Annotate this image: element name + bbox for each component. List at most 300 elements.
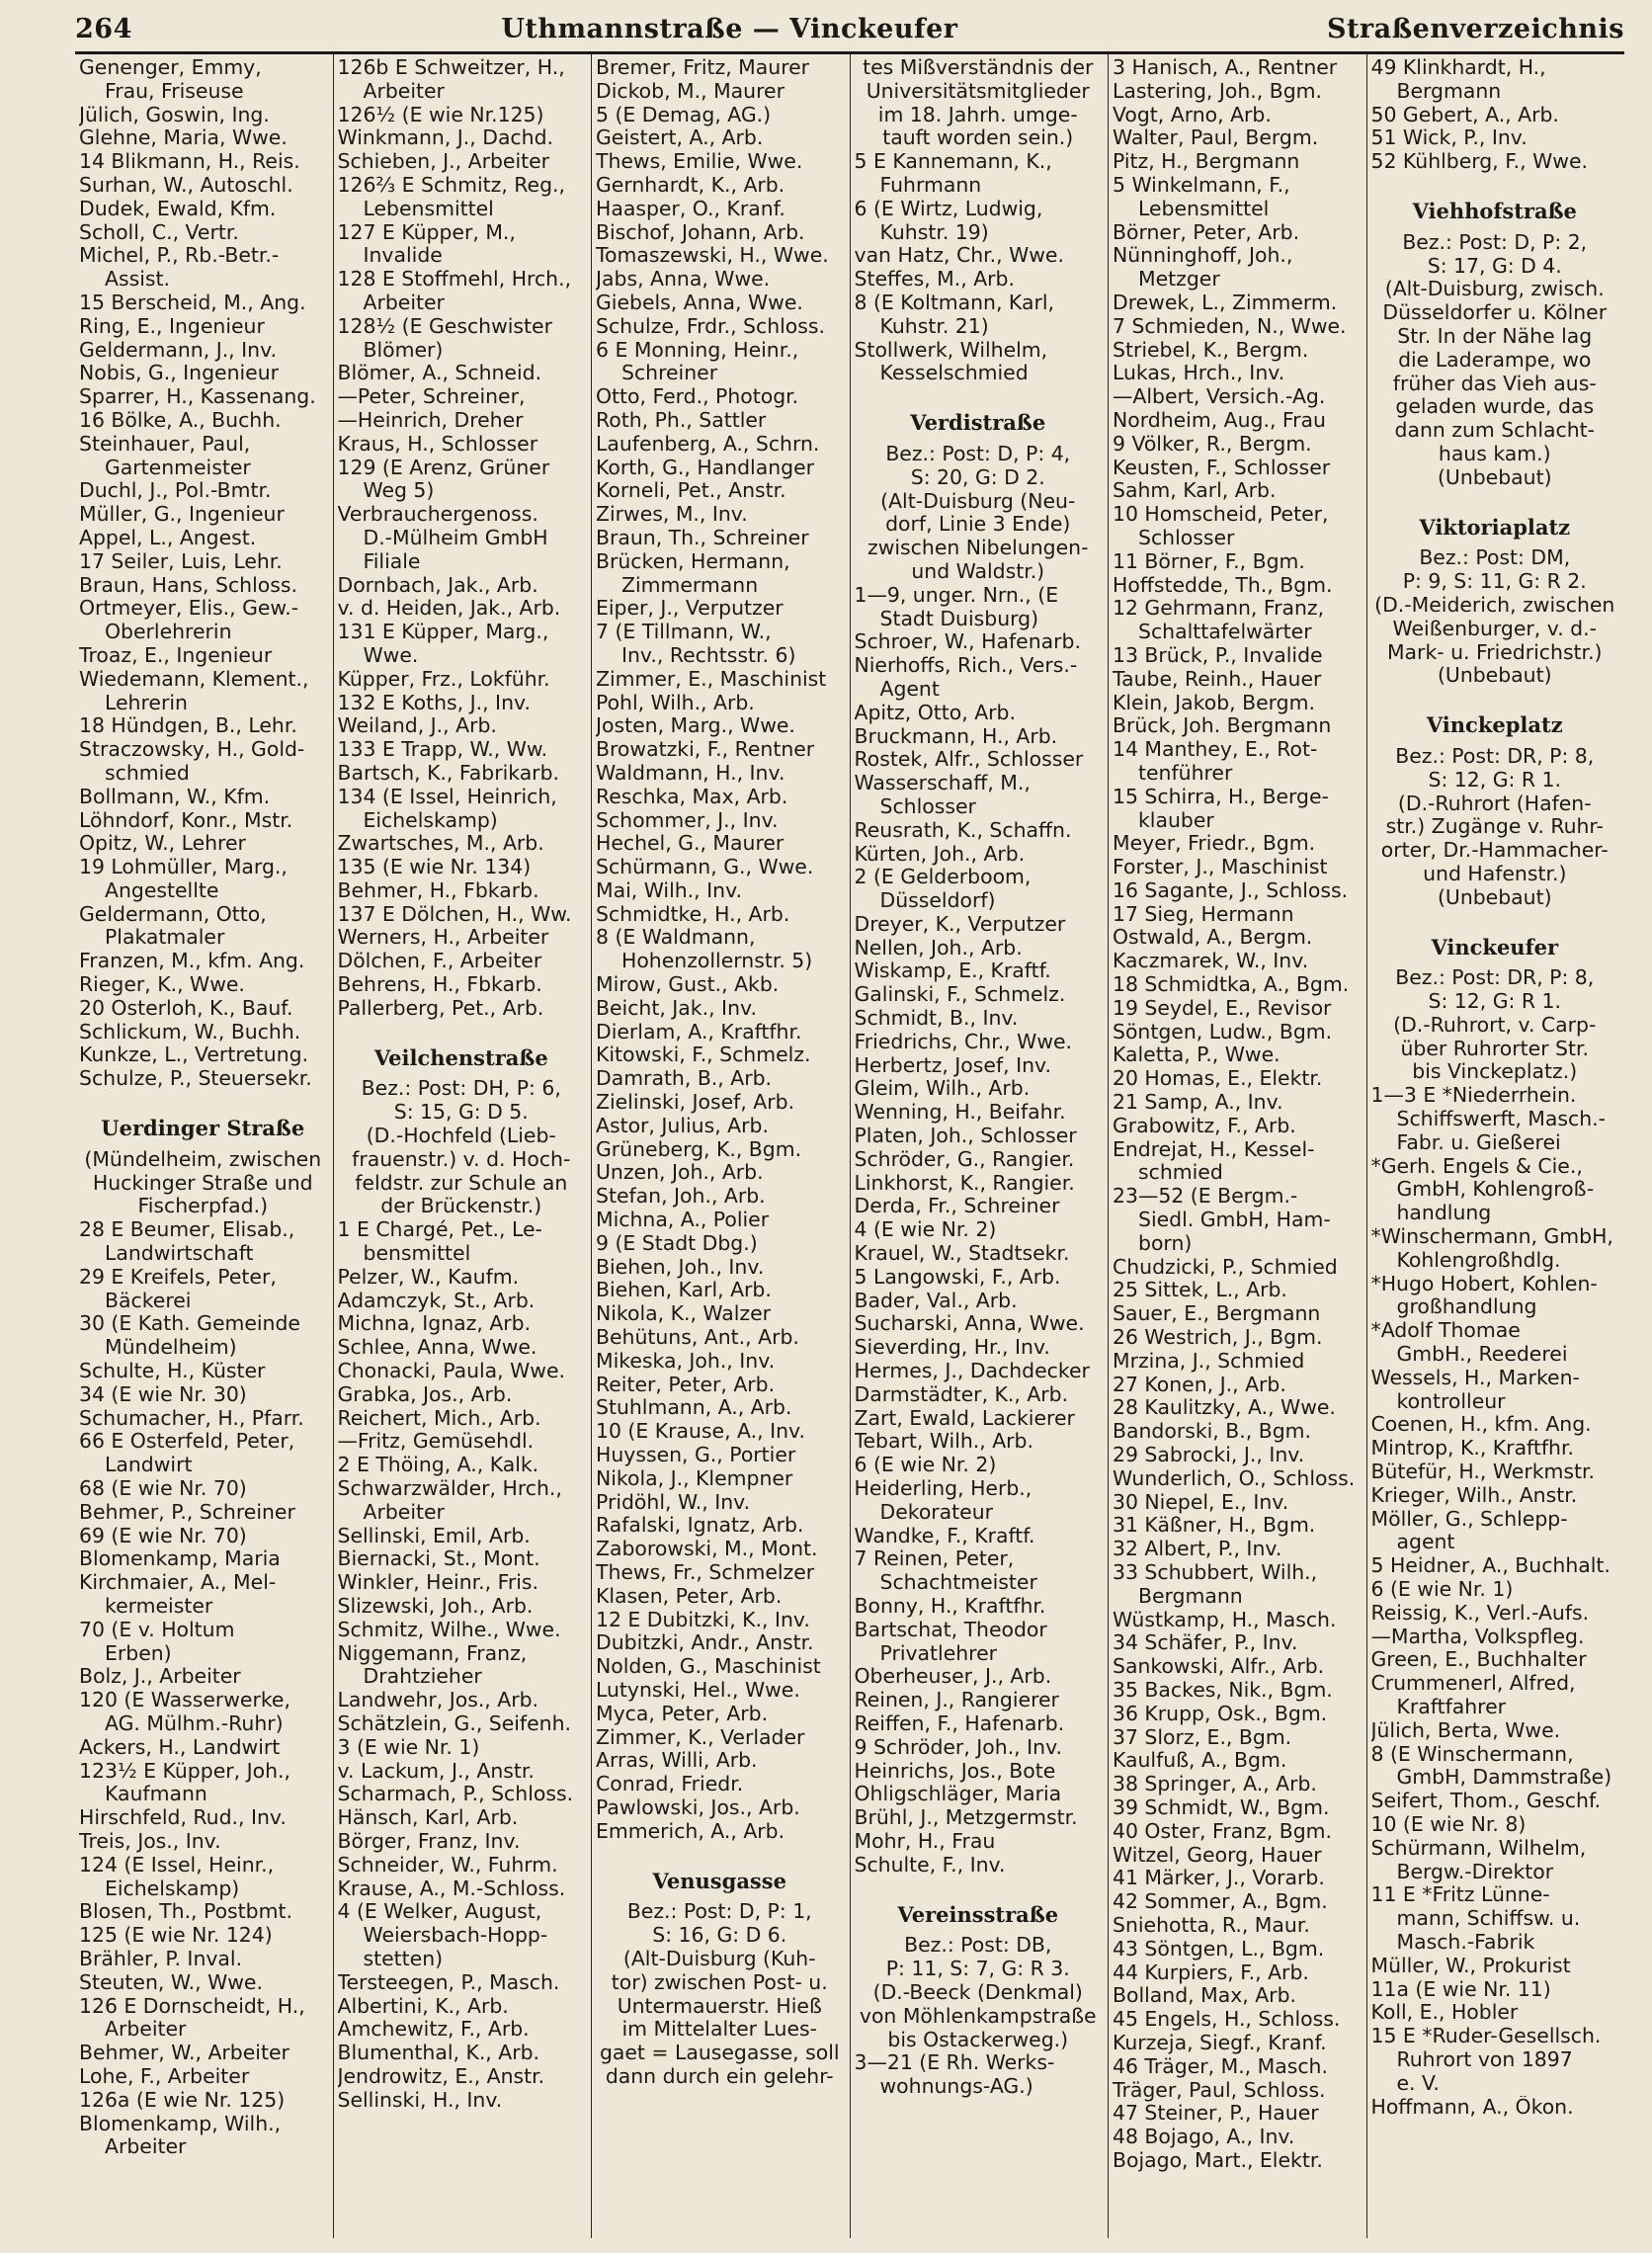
directory-entry: 133 E Trapp, W., Ww. xyxy=(337,738,548,762)
directory-entry: Bischof, Johann, Arb. xyxy=(596,220,805,244)
directory-entry: Bojago, Mart., Elektr. xyxy=(1113,2148,1323,2172)
directory-entry: Bremer, Fritz, Maurer xyxy=(596,56,810,79)
directory-entry: Blumenthal, K., Arb. xyxy=(337,2042,540,2065)
directory-entry: Stefan, Joh., Arb. xyxy=(596,1185,766,1209)
directory-entry: handlung xyxy=(1396,1202,1492,1225)
directory-entry: Kaletta, P., Wwe. xyxy=(1113,1043,1280,1067)
street-description-line: dann zum Schlacht- xyxy=(1394,419,1595,443)
directory-entry: Darmstädter, K., Arb. xyxy=(854,1382,1069,1406)
directory-entry: Nünninghoff, Joh., xyxy=(1113,244,1293,268)
directory-entry: Weiersbach-Hopp- xyxy=(363,1924,548,1948)
street-description-line: Huckinger Straße und xyxy=(92,1171,313,1195)
directory-entry: Arbeiter xyxy=(105,2018,187,2042)
directory-entry: Otto, Ferd., Photogr. xyxy=(596,385,799,409)
directory-entry: 128 E Stoffmehl, Hrch., xyxy=(337,268,572,292)
directory-entry: 23—52 (E Bergm.- xyxy=(1113,1185,1298,1209)
directory-entry: Thews, Fr., Schmelzer xyxy=(596,1561,815,1584)
directory-entry: Michna, Ignaz, Arb. xyxy=(337,1312,532,1336)
directory-entry: Eichelskamp) xyxy=(105,1877,240,1900)
directory-entry: 7 (E Tillmann, W., xyxy=(596,621,772,644)
street-description-line: dorf, Linie 3 Ende) xyxy=(885,513,1071,537)
directory-entry: 3 (E wie Nr. 1) xyxy=(337,1735,480,1759)
street-description-line: S: 20, G: D 2. xyxy=(910,465,1045,489)
directory-entry: Winkler, Heinr., Fris. xyxy=(337,1571,538,1595)
column-3 xyxy=(592,54,851,2238)
directory-entry: Wasserschaff, M., xyxy=(854,772,1031,795)
directory-entry: Zirwes, M., Inv. xyxy=(596,503,748,527)
directory-entry: *Adolf Thomae xyxy=(1370,1319,1521,1343)
directory-entry: 129 (E Arenz, Grüner xyxy=(337,456,550,479)
directory-entry: Unzen, Joh., Arb. xyxy=(596,1161,764,1185)
directory-entry: Korneli, Pet., Anstr. xyxy=(596,479,786,503)
directory-entry: Lutynski, Hel., Wwe. xyxy=(596,1678,800,1702)
directory-entry: Zwartsches, M., Arb. xyxy=(337,832,544,856)
directory-entry: Emmerich, A., Arb. xyxy=(596,1819,785,1843)
directory-entry: Albertini, K., Arb. xyxy=(337,1994,509,2018)
directory-entry: —Albert, Versich.-Ag. xyxy=(1113,385,1326,409)
directory-entry: Amchewitz, F., Arb. xyxy=(337,2018,530,2042)
directory-entry: Werners, H., Arbeiter xyxy=(337,926,549,950)
street-description-line: Bez.: Post: D, P: 1, xyxy=(626,1900,812,1924)
directory-entry: GmbH, Kohlengroß- xyxy=(1396,1178,1595,1202)
directory-entry: kontrolleur xyxy=(1396,1389,1506,1413)
directory-entry: 39 Schmidt, W., Bgm. xyxy=(1113,1795,1330,1819)
directory-entry: Braun, Hans, Schloss. xyxy=(79,573,297,597)
directory-entry: 44 Kurpiers, F., Arb. xyxy=(1113,1961,1309,1984)
directory-entry: Behmer, P., Schreiner xyxy=(79,1500,295,1524)
street-heading: Viehhofstraße xyxy=(1412,198,1577,223)
street-description-line: (Unbebaut) xyxy=(1437,465,1552,489)
directory-entry: 30 (E Kath. Gemeinde xyxy=(79,1312,300,1336)
street-description-line: Mark- u. Friedrichstr.) xyxy=(1386,640,1603,664)
directory-entry: 5 Winkelmann, F., xyxy=(1113,173,1290,197)
directory-entry: Dornbach, Jak., Arb. xyxy=(337,573,538,597)
directory-entry: Müller, W., Prokurist xyxy=(1370,1954,1571,1977)
column-5 xyxy=(1109,54,1367,2238)
directory-entry: Mohr, H., Frau xyxy=(854,1829,996,1853)
street-description-line: im Mittelalter Lues- xyxy=(621,2018,817,2042)
directory-entry: Reiter, Peter, Arb. xyxy=(596,1373,776,1396)
directory-entry: Waldmann, H., Inv. xyxy=(596,761,785,785)
directory-entry: 126b E Schweitzer, H., xyxy=(337,56,565,79)
directory-entry: Lohe, F., Arbeiter xyxy=(79,2064,250,2088)
columns xyxy=(75,54,1624,2238)
directory-entry: Zimmer, K., Verlader xyxy=(596,1725,805,1749)
street-description-line: orter, Dr.-Hammacher- xyxy=(1380,839,1609,863)
directory-entry: Kürten, Joh., Arb. xyxy=(854,842,1026,866)
directory-entry: Mrzina, J., Schmied xyxy=(1113,1349,1305,1373)
directory-entry: Kraftfahrer xyxy=(1396,1696,1507,1718)
directory-entry: Jendrowitz, E., Anstr. xyxy=(337,2064,545,2088)
directory-entry: 9 Völker, R., Bergm. xyxy=(1113,432,1312,456)
street-description-line: und Hafenstr.) xyxy=(1423,862,1567,885)
directory-entry: Eiper, J., Verputzer xyxy=(596,597,784,621)
directory-entry: Zart, Ewald, Lackierer xyxy=(854,1406,1075,1430)
directory-entry: Arras, Willi, Arb. xyxy=(596,1749,758,1773)
directory-entry: Treis, Jos., Inv. xyxy=(79,1829,221,1853)
directory-entry: Drewek, L., Zimmerm. xyxy=(1113,291,1338,314)
directory-entry: 47 Steiner, P., Hauer xyxy=(1113,2102,1319,2126)
directory-entry: 50 Gebert, A., Arb. xyxy=(1370,103,1559,126)
directory-entry: Green, E., Buchhalter xyxy=(1370,1648,1587,1672)
directory-entry: Sellinski, Emil, Arb. xyxy=(337,1524,531,1547)
street-description-line: von Möhlenkampstraße xyxy=(859,2004,1097,2028)
directory-entry: Stuhlmann, A., Arb. xyxy=(596,1396,792,1420)
directory-entry: 1—3 E *Niederrhein. xyxy=(1370,1084,1577,1108)
directory-entry: Geldermann, Otto, xyxy=(79,902,267,926)
directory-entry: Jülich, Berta, Wwe. xyxy=(1370,1718,1561,1742)
directory-entry: 5 Langowski, F., Arb. xyxy=(854,1265,1061,1289)
directory-entry: 48 Bojago, A., Inv. xyxy=(1113,2126,1295,2149)
column-2 xyxy=(334,54,593,2238)
directory-entry: Chonacki, Paula, Wwe. xyxy=(337,1360,565,1383)
directory-entry: Bartschat, Theodor xyxy=(854,1618,1047,1641)
directory-entry: Nolden, G., Maschinist xyxy=(596,1655,821,1679)
directory-entry: Blömer, A., Schneid. xyxy=(337,362,542,385)
street-description-line: im 18. Jahrh. umge- xyxy=(877,103,1078,126)
directory-entry: 34 (E wie Nr. 30) xyxy=(79,1382,247,1406)
street-description-line: Bez.: Post: DB, xyxy=(904,1934,1052,1958)
directory-entry: 9 Schröder, Joh., Inv. xyxy=(854,1735,1063,1759)
directory-entry: Schachtmeister xyxy=(879,1571,1037,1595)
directory-entry: Laufenberg, A., Schrn. xyxy=(596,432,820,456)
directory-entry: 10 (E Krause, A., Inv. xyxy=(596,1420,805,1444)
directory-entry: Platen, Joh., Schlosser xyxy=(854,1125,1077,1148)
directory-entry: Straczowsky, H., Gold- xyxy=(79,738,305,762)
directory-entry: Wunderlich, O., Schloss. xyxy=(1113,1466,1356,1490)
directory-entry: Wenning, H., Beifahr. xyxy=(854,1101,1066,1125)
directory-entry: 7 Reinen, Peter, xyxy=(854,1547,1015,1571)
directory-entry: Wandke, F., Kraftf. xyxy=(854,1524,1035,1547)
directory-entry: 8 (E Winschermann, xyxy=(1370,1742,1574,1766)
directory-entry: Schroer, W., Hafenarb. xyxy=(854,630,1081,654)
directory-entry: Nikola, K., Walzer xyxy=(596,1302,772,1326)
directory-entry: 134 (E Issel, Heinrich, xyxy=(337,785,557,808)
directory-entry: 4 (E wie Nr. 2) xyxy=(854,1218,997,1242)
street-description-line: über Ruhrorter Str. xyxy=(1400,1037,1589,1060)
directory-entry: Kitowski, F., Schmelz. xyxy=(596,1043,811,1067)
directory-entry: AG. Mülhm.-Ruhr) xyxy=(105,1711,284,1735)
directory-entry: 35 Backes, Nik., Bgm. xyxy=(1113,1678,1333,1702)
directory-entry: Masch.-Fabrik xyxy=(1396,1930,1535,1954)
directory-entry: *Winschermann, GmbH, xyxy=(1370,1225,1613,1249)
directory-entry: Bolland, Max, Arb. xyxy=(1113,1984,1296,2008)
street-heading: Uerdinger Straße xyxy=(101,1116,305,1141)
directory-entry: Sucharski, Anna, Wwe. xyxy=(854,1312,1085,1336)
directory-entry: Slizewski, Joh., Arb. xyxy=(337,1595,534,1618)
directory-entry: 135 (E wie Nr. 134) xyxy=(337,856,532,879)
directory-entry: Hohenzollernstr. 5) xyxy=(621,950,813,973)
street-description-line: S: 15, G: D 5. xyxy=(393,1101,529,1125)
directory-entry: wohnungs-AG.) xyxy=(879,2075,1033,2099)
street-description-line: S: 17, G: D 4. xyxy=(1427,254,1562,278)
directory-entry: mann, Schiffsw. u. xyxy=(1396,1907,1581,1931)
directory-entry: Lastering, Joh., Bgm. xyxy=(1113,79,1323,103)
street-description-line: (Unbebaut) xyxy=(1437,664,1552,688)
directory-entry: Walter, Paul, Bergm. xyxy=(1113,126,1319,150)
directory-entry: Sahm, Karl, Arb. xyxy=(1113,479,1277,503)
directory-entry: Bolz, J., Arbeiter xyxy=(79,1665,241,1689)
directory-entry: Schulze, Frdr., Schloss. xyxy=(596,314,825,338)
directory-entry: Scholl, C., Vertr. xyxy=(79,220,239,244)
directory-entry: Nobis, G., Ingenieur xyxy=(79,362,280,385)
directory-entry: Conrad, Friedr. xyxy=(596,1773,744,1796)
street-description-line: (Alt-Duisburg, zwisch. xyxy=(1384,278,1605,301)
directory-entry: v. d. Heiden, Jak., Arb. xyxy=(337,597,561,621)
directory-entry: Landwirtschaft xyxy=(105,1242,254,1266)
directory-entry: Myca, Peter, Arb. xyxy=(596,1702,769,1725)
directory-entry: Bandorski, B., Bgm. xyxy=(1113,1420,1311,1444)
directory-entry: Müller, G., Ingenieur xyxy=(79,503,285,527)
directory-entry: Kohlengroßhdlg. xyxy=(1396,1248,1561,1272)
directory-entry: Schulte, F., Inv. xyxy=(854,1853,1006,1877)
directory-entry: Angestellte xyxy=(105,878,219,902)
street-heading: Venusgasse xyxy=(652,1868,786,1893)
directory-entry: Pawlowski, Jos., Arb. xyxy=(596,1795,800,1819)
directory-entry: stetten) xyxy=(363,1947,444,1970)
directory-entry: Koll, E., Hobler xyxy=(1370,2001,1519,2025)
directory-entry: Bergmann xyxy=(1396,79,1502,103)
directory-entry: Metzger xyxy=(1138,268,1220,292)
directory-entry: Arbeiter xyxy=(363,79,445,103)
directory-entry: Bonny, H., Kraftfhr. xyxy=(854,1595,1046,1618)
directory-entry: Sieverding, Hr., Inv. xyxy=(854,1336,1050,1360)
directory-entry: Heiderling, Herb., xyxy=(854,1477,1032,1501)
directory-entry: 8 (E Waldmann, xyxy=(596,926,756,950)
directory-entry: Thews, Emilie, Wwe. xyxy=(596,150,803,174)
directory-entry: Ring, E., Ingenieur xyxy=(79,314,265,338)
directory-entry: 7 Schmieden, N., Wwe. xyxy=(1113,314,1347,338)
directory-entry: Appel, L., Angest. xyxy=(79,526,257,549)
directory-entry: Eichelskamp) xyxy=(363,808,498,832)
street-description-line: (Mündelheim, zwischen xyxy=(84,1147,322,1171)
directory-entry: Steinhauer, Paul, xyxy=(79,432,251,456)
directory-entry: Nellen, Joh., Arb. xyxy=(854,936,1023,960)
directory-entry: Scharmach, P., Schloss. xyxy=(337,1783,574,1806)
directory-entry: 127 E Küpper, M., xyxy=(337,220,516,244)
directory-entry: 45 Engels, H., Schloss. xyxy=(1113,2008,1341,2032)
directory-entry: Hoffmann, A., Ökon. xyxy=(1370,2095,1574,2119)
directory-entry: Geistert, A., Arb. xyxy=(596,126,764,150)
directory-entry: Oberheuser, J., Arb. xyxy=(854,1665,1052,1689)
directory-entry: 49 Klinkhardt, H., xyxy=(1370,56,1546,79)
directory-entry: Nikola, J., Klempner xyxy=(596,1466,793,1490)
directory-entry: Bartsch, K., Fabrikarb. xyxy=(337,761,559,785)
directory-entry: Dreyer, K., Verputzer xyxy=(854,912,1066,936)
directory-entry: Dölchen, F., Arbeiter xyxy=(337,950,542,973)
directory-entry: Biernacki, St., Mont. xyxy=(337,1547,540,1571)
directory-entry: Meyer, Friedr., Bgm. xyxy=(1113,832,1316,856)
directory-entry: Agent xyxy=(879,677,940,701)
street-description-line: P: 9, S: 11, G: R 2. xyxy=(1402,570,1587,594)
street-description-line: und Waldstr.) xyxy=(911,559,1045,583)
directory-entry: Kaczmarek, W., Inv. xyxy=(1113,950,1309,973)
directory-entry: Kunkze, L., Vertretung. xyxy=(79,1043,309,1067)
directory-entry: Hänsch, Karl, Arb. xyxy=(337,1806,519,1830)
directory-entry: Fabr. u. Gießerei xyxy=(1396,1130,1561,1154)
directory-entry: 18 Hündgen, B., Lehr. xyxy=(79,714,297,738)
directory-entry: Seifert, Thom., Geschf. xyxy=(1370,1790,1602,1813)
directory-entry: Haasper, O., Kranf. xyxy=(596,197,785,220)
directory-entry: —Peter, Schreiner, xyxy=(337,385,526,409)
directory-entry: Schumacher, H., Pfarr. xyxy=(79,1406,304,1430)
directory-entry: 52 Kühlberg, F., Wwe. xyxy=(1370,150,1588,174)
directory-entry: Glehne, Maria, Wwe. xyxy=(79,126,288,150)
street-description-line: (Alt-Duisburg (Neu- xyxy=(880,489,1076,513)
street-description-line: der Brückenstr.) xyxy=(380,1195,542,1218)
directory-entry: —Heinrich, Dreher xyxy=(337,408,524,432)
directory-entry: Ortmeyer, Elis., Gew.- xyxy=(79,597,299,621)
directory-entry: Vogt, Arno, Arb. xyxy=(1113,103,1272,126)
directory-entry: 132 E Koths, J., Inv. xyxy=(337,691,531,714)
directory-entry: Bruckmann, H., Arb. xyxy=(854,724,1058,748)
directory-entry: Ruhrort von 1897 xyxy=(1396,2047,1573,2071)
directory-entry: Grabka, Jos., Arb. xyxy=(337,1382,513,1406)
directory-entry: Dierlam, A., Kraftfhr. xyxy=(596,1020,802,1043)
directory-entry: 29 Sabrocki, J., Inv. xyxy=(1113,1444,1305,1467)
directory-entry: Sniehotta, R., Maur. xyxy=(1113,1913,1310,1937)
directory-entry: 51 Wick, P., Inv. xyxy=(1370,126,1528,150)
directory-entry: Drahtzieher xyxy=(363,1665,482,1689)
street-description-line: Str. In der Nähe lag xyxy=(1397,324,1593,348)
directory-entry: 37 Slorz, E., Bgm. xyxy=(1113,1725,1292,1749)
directory-entry: Reschka, Max, Arb. xyxy=(596,785,788,808)
directory-entry: Bäckerei xyxy=(105,1289,192,1312)
directory-entry: 46 Träger, M., Masch. xyxy=(1113,2054,1328,2078)
directory-entry: 123½ E Küpper, Joh., xyxy=(79,1759,290,1783)
directory-entry: Kurzeja, Siegf., Kranf. xyxy=(1113,2031,1327,2054)
directory-entry: Möller, G., Schlepp- xyxy=(1370,1507,1568,1531)
directory-entry: Zimmer, E., Maschinist xyxy=(596,667,827,691)
street-description-line: (Unbebaut) xyxy=(1437,885,1552,909)
street-description-line: feldstr. zur Schule an xyxy=(355,1171,568,1195)
directory-entry: Wessels, H., Marken- xyxy=(1370,1366,1580,1389)
directory-entry: Sellinski, H., Inv. xyxy=(337,2088,503,2112)
directory-entry: Börner, Peter, Arb. xyxy=(1113,220,1300,244)
directory-entry: 128½ (E Geschwister xyxy=(337,314,552,338)
street-description-line: (D.-Meiderich, zwischen xyxy=(1374,593,1615,617)
directory-entry: 12 E Dubitzki, K., Inv. xyxy=(596,1608,810,1631)
directory-entry: Schalttafelwärter xyxy=(1138,621,1312,644)
directory-entry: Damrath, B., Arb. xyxy=(596,1067,773,1091)
directory-entry: Derda, Fr., Schreiner xyxy=(854,1195,1060,1218)
directory-entry: Apitz, Otto, Arb. xyxy=(854,701,1016,724)
directory-entry: Gleim, Wilh., Arb. xyxy=(854,1077,1031,1101)
directory-entry: Schmidt, B., Inv. xyxy=(854,1007,1019,1031)
directory-entry: Schmidtke, H., Arb. xyxy=(596,902,790,926)
street-description-line: (D.-Ruhrort (Hafen- xyxy=(1397,792,1592,815)
directory-entry: Chudzicki, P., Schmied xyxy=(1113,1255,1338,1279)
directory-entry: Inv., Rechtsstr. 6) xyxy=(621,643,796,667)
directory-entry: 21 Samp, A., Inv. xyxy=(1113,1091,1283,1115)
directory-entry: Sparrer, H., Kassenang. xyxy=(79,385,316,409)
directory-entry: Schätzlein, G., Seifenh. xyxy=(337,1711,571,1735)
section-title: Straßenverzeichnis xyxy=(1326,14,1624,44)
directory-entry: Zimmermann xyxy=(621,573,759,597)
directory-entry: Brähler, P. Inval. xyxy=(79,1947,243,1970)
directory-entry: 6 (E wie Nr. 2) xyxy=(854,1454,997,1477)
directory-entry: Behmer, W., Arbeiter xyxy=(79,2042,289,2065)
street-description-line: haus kam.) xyxy=(1438,442,1551,465)
directory-entry: 6 (E Wirtz, Ludwig, xyxy=(854,197,1043,220)
directory-entry: Brück, Joh. Bergmann xyxy=(1113,714,1332,738)
street-description-line: die Laderampe, wo xyxy=(1398,348,1592,372)
directory-entry: Troaz, E., Ingenieur xyxy=(79,643,273,667)
directory-entry: Kesselschmied xyxy=(879,362,1029,385)
street-description-line: Bez.: Post: D, P: 2, xyxy=(1402,230,1588,254)
directory-entry: Schwarzwälder, Hrch., xyxy=(337,1477,562,1501)
directory-entry: Blömer) xyxy=(363,338,444,362)
directory-entry: Bergw.-Direktor xyxy=(1396,1860,1554,1883)
directory-entry: 40 Oster, Franz, Bgm. xyxy=(1113,1819,1332,1843)
street-heading: Vereinsstraße xyxy=(897,1901,1059,1927)
directory-entry: Landwirt xyxy=(105,1454,193,1477)
directory-entry: 125 (E wie Nr. 124) xyxy=(79,1924,273,1948)
directory-entry: Stadt Duisburg) xyxy=(879,607,1039,630)
directory-entry: Witzel, Georg, Hauer xyxy=(1113,1843,1322,1867)
street-heading: Verdistraße xyxy=(910,410,1046,436)
directory-entry: Winkmann, J., Dachd. xyxy=(337,126,553,150)
directory-entry: Brühl, J., Metzgermstr. xyxy=(854,1806,1078,1830)
directory-entry: 19 Seydel, E., Revisor xyxy=(1113,996,1332,1020)
directory-entry: Reiffen, F., Hafenarb. xyxy=(854,1711,1065,1735)
street-description-line: str.) Zugänge v. Ruhr- xyxy=(1385,815,1604,839)
street-description-line: Fischerpfad.) xyxy=(137,1195,269,1218)
page-title: Uthmannstraße — Vinckeufer xyxy=(501,14,958,44)
directory-entry: 25 Sittek, L., Arb. xyxy=(1113,1279,1287,1302)
directory-entry: Frau, Friseuse xyxy=(105,79,244,103)
directory-entry: Bergmann xyxy=(1138,1584,1243,1608)
directory-entry: Bollmann, W., Kfm. xyxy=(79,785,271,808)
directory-entry: Browatzki, F., Rentner xyxy=(596,738,815,762)
street-description-line: tes Mißverständnis der xyxy=(863,56,1094,79)
directory-entry: Ostwald, A., Bergm. xyxy=(1113,926,1313,950)
directory-entry: 19 Lohmüller, Marg., xyxy=(79,856,288,879)
directory-entry: 20 Homas, E., Elektr. xyxy=(1113,1067,1323,1091)
directory-entry: Adamczyk, St., Arb. xyxy=(337,1289,536,1312)
directory-entry: Stollwerk, Wilhelm, xyxy=(854,338,1048,362)
street-description-line: geladen wurde, das xyxy=(1395,395,1595,419)
directory-entry: Rostek, Alfr., Schlosser xyxy=(854,748,1084,772)
directory-entry: Astor, Julius, Arb. xyxy=(596,1114,769,1137)
street-heading: Veilchenstraße xyxy=(373,1044,548,1070)
street-description-line: früher das Vieh aus- xyxy=(1392,372,1597,395)
directory-entry: Lebensmittel xyxy=(1138,197,1270,220)
directory-entry: 20 Osterloh, K., Bauf. xyxy=(79,996,293,1020)
directory-entry: Jülich, Goswin, Ing. xyxy=(79,103,270,126)
street-description-line: zwischen Nibelungen- xyxy=(867,537,1089,560)
directory-entry: Schlickum, W., Buchh. xyxy=(79,1020,301,1043)
directory-entry: 126 E Dornscheidt, H., xyxy=(79,1994,305,2018)
directory-entry: Mikeska, Joh., Inv. xyxy=(596,1349,776,1373)
directory-entry: Herbertz, Josef, Inv. xyxy=(854,1053,1051,1077)
directory-entry: Steuten, W., Wwe. xyxy=(79,1970,263,1994)
directory-entry: Reusrath, K., Schaffn. xyxy=(854,818,1072,842)
directory-entry: Wiskamp, E., Kraftf. xyxy=(854,960,1051,983)
directory-entry: 120 (E Wasserwerke, xyxy=(79,1689,290,1712)
directory-entry: Schmitz, Wilhe., Wwe. xyxy=(337,1618,561,1641)
directory-entry: Taube, Reinh., Hauer xyxy=(1113,667,1322,691)
directory-entry: Roth, Ph., Sattler xyxy=(596,408,767,432)
directory-entry: Siedl. GmbH, Ham- xyxy=(1138,1209,1331,1232)
directory-entry: 32 Albert, P., Inv. xyxy=(1113,1538,1282,1561)
directory-entry: Kuhstr. 21) xyxy=(879,314,989,338)
directory-entry: Zaborowski, M., Mont. xyxy=(596,1538,818,1561)
directory-entry: Düsseldorf) xyxy=(879,889,996,913)
directory-entry: Crummenerl, Alfred, xyxy=(1370,1672,1576,1696)
directory-entry: Reissig, K., Verl.-Aufs. xyxy=(1370,1601,1590,1625)
directory-entry: 137 E Dölchen, H., Ww. xyxy=(337,902,572,926)
